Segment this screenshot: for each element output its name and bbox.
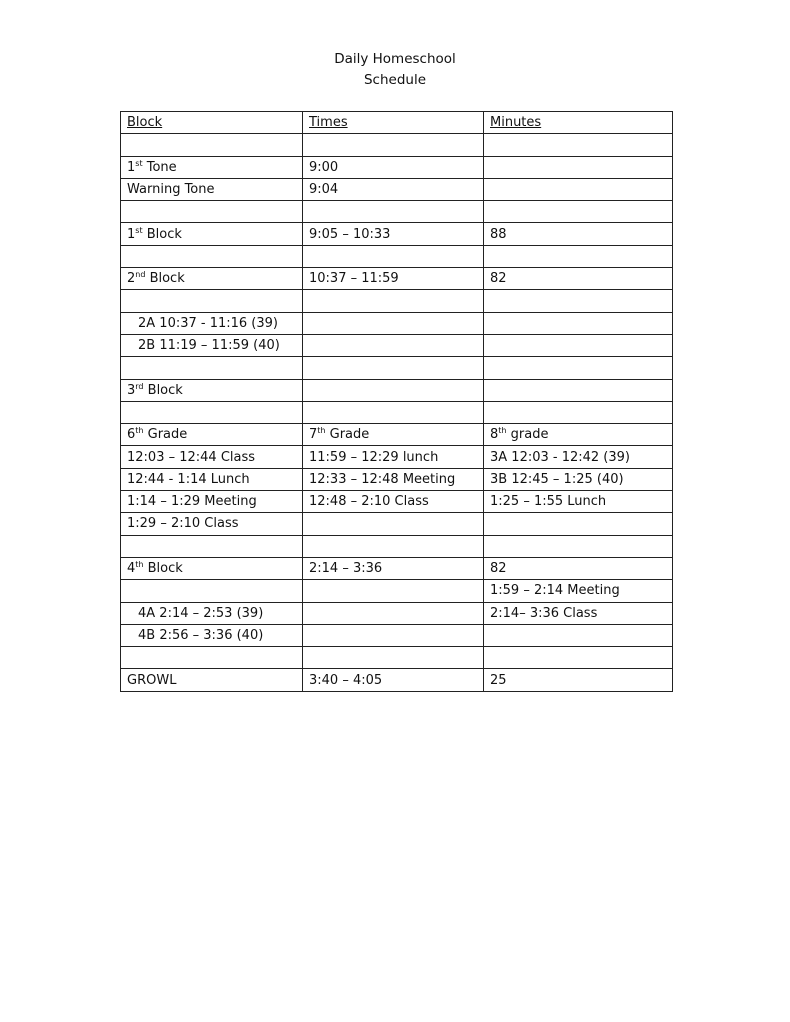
cell: 12:48 – 2:10 Class [303, 491, 484, 513]
cell: 8th grade [484, 424, 673, 446]
cell [484, 379, 673, 401]
cell [484, 156, 673, 178]
title-line-1: Daily Homeschool [334, 51, 456, 67]
cell [303, 379, 484, 401]
cell [303, 580, 484, 602]
cell [121, 245, 303, 267]
cell: 10:37 – 11:59 [303, 268, 484, 290]
table-row [121, 290, 673, 312]
table-row [121, 535, 673, 557]
cell: 6th Grade [121, 424, 303, 446]
cell [121, 580, 303, 602]
cell [121, 290, 303, 312]
cell [303, 290, 484, 312]
cell: 7th Grade [303, 424, 484, 446]
cell: 4th Block [121, 557, 303, 579]
cell: 12:44 - 1:14 Lunch [121, 468, 303, 490]
cell [303, 401, 484, 423]
cell [484, 513, 673, 535]
cell: 3A 12:03 - 12:42 (39) [484, 446, 673, 468]
table-row [121, 312, 673, 334]
cell [303, 245, 484, 267]
cell: 2A 10:37 - 11:16 (39) [121, 312, 303, 334]
cell: 9:04 [303, 178, 484, 200]
document-title [0, 49, 790, 91]
cell: 3:40 – 4:05 [303, 669, 484, 691]
cell [484, 624, 673, 646]
cell [484, 134, 673, 156]
table-row [121, 223, 673, 245]
cell [121, 201, 303, 223]
cell [121, 357, 303, 379]
cell: 1st Tone [121, 156, 303, 178]
cell: 1st Block [121, 223, 303, 245]
table-row [121, 557, 673, 579]
cell [121, 401, 303, 423]
table-row [121, 513, 673, 535]
title-line-2: Schedule [363, 72, 427, 88]
cell: 11:59 – 12:29 lunch [303, 446, 484, 468]
table-row [121, 134, 673, 156]
cell: 4A 2:14 – 2:53 (39) [121, 602, 303, 624]
cell [303, 312, 484, 334]
header-block: Block [121, 112, 303, 134]
cell: 1:14 – 1:29 Meeting [121, 491, 303, 513]
cell: 1:29 – 2:10 Class [121, 513, 303, 535]
cell [303, 513, 484, 535]
cell: 2nd Block [121, 268, 303, 290]
cell: 3B 12:45 – 1:25 (40) [484, 468, 673, 490]
cell: 12:03 – 12:44 Class [121, 446, 303, 468]
table-row [121, 580, 673, 602]
table-row [121, 468, 673, 490]
table-row [121, 334, 673, 356]
cell [303, 624, 484, 646]
cell [484, 357, 673, 379]
cell: 3rd Block [121, 379, 303, 401]
table-row [121, 379, 673, 401]
table-row [121, 245, 673, 267]
cell: 9:00 [303, 156, 484, 178]
cell [303, 357, 484, 379]
header-times: Times [303, 112, 484, 134]
table-row [121, 401, 673, 423]
cell: 2:14 – 3:36 [303, 557, 484, 579]
schedule-table [120, 111, 673, 692]
cell: 82 [484, 557, 673, 579]
header-row [121, 112, 673, 134]
table-row [121, 268, 673, 290]
cell [484, 178, 673, 200]
cell [121, 535, 303, 557]
cell [303, 647, 484, 669]
cell: 4B 2:56 – 3:36 (40) [121, 624, 303, 646]
cell: 88 [484, 223, 673, 245]
cell [303, 134, 484, 156]
cell: GROWL [121, 669, 303, 691]
table-row [121, 201, 673, 223]
table-row [121, 357, 673, 379]
table-row [121, 424, 673, 446]
cell: 12:33 – 12:48 Meeting [303, 468, 484, 490]
cell: 9:05 – 10:33 [303, 223, 484, 245]
cell [484, 312, 673, 334]
table-row [121, 156, 673, 178]
cell: 82 [484, 268, 673, 290]
cell [484, 290, 673, 312]
cell [484, 245, 673, 267]
cell [121, 647, 303, 669]
cell [484, 334, 673, 356]
cell [484, 201, 673, 223]
cell: 25 [484, 669, 673, 691]
cell [484, 401, 673, 423]
table-row [121, 624, 673, 646]
header-minutes: Minutes [484, 112, 673, 134]
table-row [121, 647, 673, 669]
table-row [121, 178, 673, 200]
cell [303, 535, 484, 557]
cell [484, 647, 673, 669]
cell [303, 334, 484, 356]
table-row [121, 669, 673, 691]
cell: 2B 11:19 – 11:59 (40) [121, 334, 303, 356]
table-row [121, 491, 673, 513]
cell [303, 201, 484, 223]
table-row [121, 446, 673, 468]
cell: 1:25 – 1:55 Lunch [484, 491, 673, 513]
cell [484, 535, 673, 557]
cell [303, 602, 484, 624]
cell: Warning Tone [121, 178, 303, 200]
cell [121, 134, 303, 156]
cell: 1:59 – 2:14 Meeting [484, 580, 673, 602]
table-row [121, 602, 673, 624]
cell: 2:14– 3:36 Class [484, 602, 673, 624]
